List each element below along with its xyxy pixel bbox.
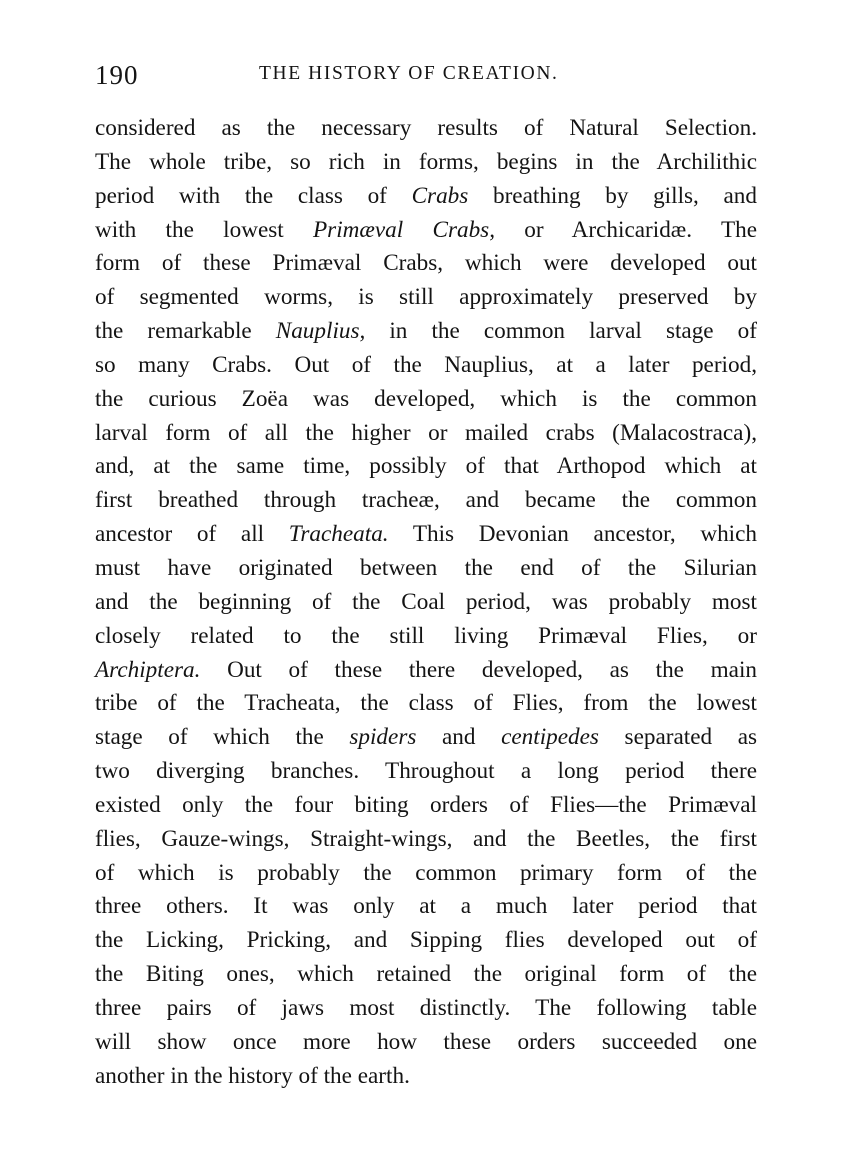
text-segment: so many Crabs. Out of the Nauplius, at a later period, bbox=[95, 351, 757, 378]
text-segment: existed only the four biting orders of Flies—the Primæval bbox=[95, 791, 757, 818]
text-segment: two diverging branches. Throughout a long period there bbox=[95, 758, 757, 785]
text-line bbox=[95, 518, 757, 552]
italic-term: Primæval Crabs, bbox=[313, 216, 495, 243]
italic-term: centipedes bbox=[501, 724, 599, 751]
running-title: THE HISTORY OF CREATION. bbox=[259, 63, 559, 84]
text-segment: ancestor of all bbox=[95, 521, 289, 548]
text-segment: the Biting ones, which retained the original form of the bbox=[95, 961, 757, 988]
text-line bbox=[95, 484, 757, 518]
text-line bbox=[95, 992, 757, 1026]
text-line bbox=[95, 281, 757, 315]
text-line bbox=[95, 1060, 757, 1094]
text-segment: will show once more how these orders succeeded one bbox=[95, 1028, 757, 1055]
text-segment: The whole tribe, so rich in forms, begins in the Archilithic bbox=[95, 148, 757, 175]
text-line bbox=[95, 180, 757, 214]
text-line bbox=[95, 349, 757, 383]
text-line bbox=[95, 315, 757, 349]
text-line bbox=[95, 654, 757, 688]
text-segment: three others. It was only at a much later period that bbox=[95, 893, 757, 920]
text-segment: must have originated between the end of the Silurian bbox=[95, 554, 757, 581]
text-line bbox=[95, 112, 757, 146]
text-segment: form of these Primæval Crabs, which were developed out bbox=[95, 250, 757, 277]
text-line bbox=[95, 687, 757, 721]
text-segment: the remarkable bbox=[95, 318, 276, 345]
text-segment: tribe of the Tracheata, the class of Flies, from the lowest bbox=[95, 690, 757, 717]
text-segment: considered as the necessary results of Natural Selection. bbox=[95, 115, 757, 141]
text-segment: the curious Zoëa was developed, which is the common bbox=[95, 385, 757, 412]
text-segment: and the beginning of the Coal period, was probably most bbox=[95, 588, 757, 615]
text-line bbox=[95, 924, 757, 958]
page-header bbox=[95, 60, 757, 92]
text-line bbox=[95, 383, 757, 417]
italic-term: Archiptera. bbox=[95, 656, 201, 683]
text-line bbox=[95, 247, 757, 281]
text-segment: stage of which the bbox=[95, 724, 350, 751]
text-segment: of segmented worms, is still approximately preserved by bbox=[95, 284, 757, 311]
body-paragraph bbox=[95, 112, 757, 1093]
text-segment: first breathed through tracheæ, and became the common bbox=[95, 487, 757, 514]
text-line bbox=[95, 417, 757, 451]
text-segment: and, at the same time, possibly of that Arthopod which at bbox=[95, 453, 757, 480]
text-line bbox=[95, 146, 757, 180]
text-line bbox=[95, 214, 757, 248]
text-line bbox=[95, 586, 757, 620]
text-line bbox=[95, 721, 757, 755]
text-line bbox=[95, 552, 757, 586]
text-segment: with the lowest bbox=[95, 216, 314, 243]
text-segment: separated as bbox=[598, 724, 758, 751]
italic-term: Crabs bbox=[411, 182, 469, 209]
text-line bbox=[95, 620, 757, 654]
text-line bbox=[95, 450, 757, 484]
text-segment: or Archicaridæ. The bbox=[495, 216, 757, 243]
text-segment: in the common larval stage of bbox=[365, 318, 757, 345]
page-number: 190 bbox=[95, 60, 139, 90]
text-segment: Out of these there developed, as the main bbox=[200, 656, 757, 683]
text-segment: This Devonian ancestor, which bbox=[388, 521, 757, 548]
italic-term: spiders bbox=[349, 724, 417, 751]
text-segment: breathing by gills, and bbox=[468, 182, 757, 209]
text-segment: and bbox=[416, 724, 502, 751]
text-line bbox=[95, 958, 757, 992]
text-line bbox=[95, 789, 757, 823]
text-line bbox=[95, 755, 757, 789]
text-segment: three pairs of jaws most distinctly. The following table bbox=[95, 994, 757, 1021]
text-segment: period with the class of bbox=[95, 182, 412, 209]
text-segment: of which is probably the common primary form of the bbox=[95, 859, 757, 886]
text-line bbox=[95, 1026, 757, 1060]
text-line bbox=[95, 823, 757, 857]
italic-term: Nauplius, bbox=[275, 318, 366, 345]
text-segment: larval form of all the higher or mailed crabs (Malacostraca), bbox=[95, 419, 757, 446]
text-segment: flies, Gauze-wings, Straight-wings, and the Beetles, the first bbox=[95, 825, 757, 852]
text-segment: closely related to the still living Primæval Flies, or bbox=[95, 622, 757, 649]
text-segment: another in the history of the earth. bbox=[95, 1062, 410, 1089]
text-line bbox=[95, 857, 757, 891]
italic-term: Tracheata. bbox=[288, 521, 389, 548]
text-line bbox=[95, 890, 757, 924]
text-segment: the Licking, Pricking, and Sipping flies developed out of bbox=[95, 927, 757, 954]
